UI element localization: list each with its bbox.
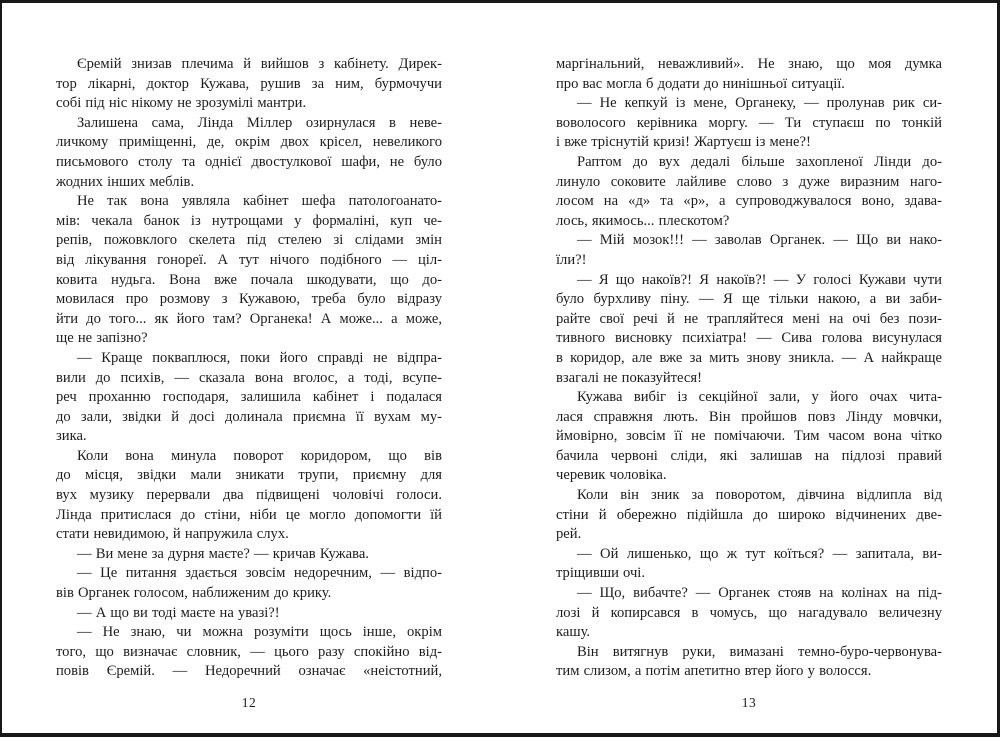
text-line: лозі й копирсався в чомусь, що нагадувало величезну bbox=[556, 604, 942, 621]
text-line: — Краще покваплюся, поки його справді не відпра- bbox=[77, 349, 442, 366]
left-page-number: 12 bbox=[241, 695, 257, 710]
text-line: Коли вона минула поворот коридором, що вів bbox=[77, 447, 442, 464]
text-line: в коридор, але вже за мить знову зникла. — А найкраще bbox=[556, 349, 942, 366]
text-line: тим слизом, а потім апетитно втер його у волосся. bbox=[556, 663, 872, 680]
text-line: вів Органек голосом, наближеним до крику. bbox=[56, 585, 332, 602]
text-line: і вже тріснутій кризі! Жартуєш із мене?! bbox=[556, 134, 811, 151]
text-line: — Я що накоїв?! Я накоїв?! — У голосі Кужави чути bbox=[577, 271, 942, 288]
text-line: ще не запізно? bbox=[56, 330, 148, 347]
text-line: — Що, вибачте? — Органек стояв на колінах на під- bbox=[577, 585, 942, 602]
text-line: воволосого керівника моргу. — Ти ступаєш по тонкій bbox=[556, 114, 942, 131]
text-line: було бурхливу піну. — Я ще тільки накою, а ви заби- bbox=[556, 291, 942, 308]
text-line: про вас могла б додати до нинішньої ситуації. bbox=[556, 75, 845, 92]
text-line: мовилася про розмову з Кужавою, треба було відразу bbox=[56, 291, 442, 308]
text-line: від лікування гонореї. А тут нічого подібного — ціл- bbox=[56, 251, 442, 268]
text-line: — Ой лишенько, що ж тут коїться? — запитала, ви- bbox=[577, 545, 942, 562]
text-line: вух музику перервали два підвищені чоловічі голоси. bbox=[56, 487, 442, 504]
text-line: Лінда притислася до стіни, ніби це могло допомогти їй bbox=[56, 506, 442, 523]
text-line: ковита нудьга. Вона вже почала шкодувати, що до- bbox=[56, 271, 442, 288]
text-line: Не так вона уявляла кабінет шефа патологоанато- bbox=[77, 193, 442, 210]
text-line: личкому приміщенні, де, окрім двох крісел, невеликого bbox=[56, 134, 442, 151]
text-line: Він витягнув руки, вимазані темно-буро-червонува- bbox=[577, 643, 942, 660]
text-line: — Не кепкуй із мене, Органеку, — пролунав рик си- bbox=[577, 95, 942, 112]
text-line: стати невидимою, й напружила слух. bbox=[56, 526, 289, 543]
text-line: Раптом до вух дедалі більше захопленої Лінди до- bbox=[577, 153, 942, 170]
text-line: стіни й обережно підійшла до широко відчинених две- bbox=[556, 506, 942, 523]
text-line: — Не знаю, чи можна розуміти щось інше, окрім bbox=[77, 624, 442, 641]
text-line: мів: чекала банок із нутрощами у формаліні, куп че- bbox=[56, 212, 442, 229]
text-line: тор лікарні, доктор Кужава, рушив за ним, бурмочучи bbox=[56, 75, 442, 92]
text-line: репів, пожовклого скелета під стелею зі слідами змін bbox=[56, 232, 442, 249]
text-line: письмового столу та однієї двостулкової шафи, не було bbox=[56, 153, 442, 170]
text-line: ймовірно, зовсім її не помічаючи. Тим часом вона чітко bbox=[556, 428, 942, 445]
text-line: Єремій знизав плечима й вийшов з кабінету. Дирек- bbox=[77, 56, 442, 72]
left-page-text bbox=[56, 55, 442, 682]
text-line: — Це питання здається зовсім недоречним, — відпо- bbox=[77, 565, 442, 582]
text-line: йти до того... як його там? Органека! А може... а може, bbox=[56, 310, 442, 327]
text-line: маргінальний, неважливий». Не знаю, що моя думка bbox=[556, 56, 942, 72]
text-line: Коли він зник за поворотом, дівчина відлипла від bbox=[577, 487, 942, 504]
text-line: до місця, звідки мали зникати трупи, приємну для bbox=[56, 467, 442, 484]
text-line: — Мій мозок!!! — заволав Органек. — Що ви нако- bbox=[577, 232, 942, 249]
text-line: повів Єремій. — Недоречний означає «неістотний, bbox=[56, 663, 442, 680]
text-line: Кужава вибіг із секційної зали, у його очах чита- bbox=[577, 389, 942, 406]
text-line: райте свої речі й не трапляйтеся мені на очі без пози- bbox=[556, 310, 942, 327]
text-line: лось, якимось... плескотом? bbox=[556, 212, 730, 229]
text-line: лася справжня лють. Він пройшов повз Лінду мовчки, bbox=[556, 408, 942, 425]
text-line: взагалі не показуйтеся! bbox=[556, 369, 702, 386]
right-page-number: 13 bbox=[741, 695, 757, 710]
text-line: тріщивши очі. bbox=[556, 565, 646, 582]
text-line: Залишена сама, Лінда Міллер озирнулася в неве- bbox=[77, 114, 442, 131]
right-page bbox=[556, 0, 942, 737]
text-line: линуло соковите лайливе слово з дуже виразним наго- bbox=[556, 173, 942, 190]
text-line: — Ви мене за дурня маєте? — кричав Кужава. bbox=[77, 545, 369, 562]
text-line: зика. bbox=[56, 428, 87, 445]
text-line: кашу. bbox=[556, 624, 591, 641]
text-line: собі під ніс нікому не зрозумілі мантри. bbox=[56, 95, 307, 112]
text-line: черевик чоловіка. bbox=[556, 467, 667, 484]
text-line: їли?! bbox=[556, 251, 587, 268]
left-page bbox=[56, 0, 442, 737]
text-line: жодних інших меблів. bbox=[56, 173, 195, 190]
text-line: — А що ви тоді маєте на увазі?! bbox=[77, 604, 280, 621]
text-line: тивного висновку психіатра! — Сива голова висунулася bbox=[556, 330, 942, 347]
text-line: до зали, звідки й досі долинала приємна її вухам му- bbox=[56, 408, 442, 425]
text-line: бачила червоні сліди, які залишав на підлозі правий bbox=[556, 447, 942, 464]
text-line: рей. bbox=[556, 526, 582, 543]
text-line: того, що визначає словник, — цього разу спокійно від- bbox=[56, 643, 442, 660]
text-line: вили до психів, — сказала вона вголос, а тоді, всупе- bbox=[56, 369, 442, 386]
right-page-text bbox=[556, 55, 942, 682]
text-line: лосом на «д» та «р», а супроводжувалося воно, здава- bbox=[556, 193, 942, 210]
text-line: реч проханню господаря, залишила кабінет і подалася bbox=[56, 389, 442, 406]
